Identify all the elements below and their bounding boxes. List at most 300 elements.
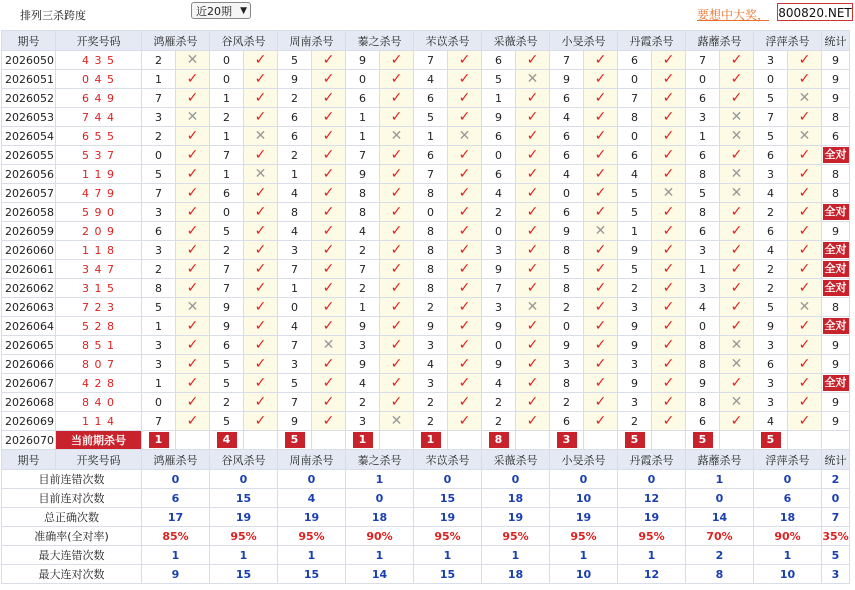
cross-icon: ✕ xyxy=(730,356,743,372)
check-icon: ✓ xyxy=(526,375,539,391)
kill-number-cell: 7 xyxy=(618,89,652,108)
draw-number-cell: 5 9 0 xyxy=(56,203,142,222)
check-icon: ✓ xyxy=(798,147,811,163)
result-cell xyxy=(788,222,822,241)
stats-value: 19 xyxy=(278,508,346,527)
kill-number-cell: 0 xyxy=(550,317,584,336)
result-cell xyxy=(516,165,550,184)
result-cell xyxy=(516,393,550,412)
current-kill-cell xyxy=(210,431,244,450)
kill-number-cell: 2 xyxy=(754,279,788,298)
stats-value: 19 xyxy=(618,508,686,527)
result-cell xyxy=(448,51,482,70)
table-row xyxy=(2,298,850,317)
result-cell xyxy=(652,70,686,89)
kill-number-cell: 7 xyxy=(278,260,312,279)
chevron-down-icon: ▼ xyxy=(240,6,247,16)
current-kill-badge: 1 xyxy=(421,432,441,448)
kill-number-cell: 5 xyxy=(210,222,244,241)
column-header: 浮萍杀号 xyxy=(754,31,822,51)
draw-number-cell: 3 4 7 xyxy=(56,260,142,279)
kill-number-cell: 3 xyxy=(482,241,516,260)
kill-number-cell: 3 xyxy=(550,355,584,374)
check-icon: ✓ xyxy=(322,223,335,239)
kill-number-cell: 6 xyxy=(482,127,516,146)
check-icon: ✓ xyxy=(458,90,471,106)
cross-icon: ✕ xyxy=(526,299,539,315)
check-icon: ✓ xyxy=(322,318,335,334)
check-icon: ✓ xyxy=(322,204,335,220)
column-header: 蕗蘼杀号 xyxy=(686,31,754,51)
result-cell xyxy=(244,317,278,336)
check-icon: ✓ xyxy=(254,223,267,239)
check-icon: ✓ xyxy=(322,299,335,315)
check-icon: ✓ xyxy=(662,261,675,277)
stats-value: 0 xyxy=(210,470,278,489)
draw-number-cell: 4 2 8 xyxy=(56,374,142,393)
check-icon: ✓ xyxy=(798,356,811,372)
kill-number-cell: 8 xyxy=(550,279,584,298)
kill-number-cell: 6 xyxy=(278,108,312,127)
stats-value: 18 xyxy=(482,565,550,584)
result-cell xyxy=(584,222,618,241)
check-icon: ✓ xyxy=(526,109,539,125)
result-cell xyxy=(584,146,618,165)
current-kill-cell xyxy=(618,431,652,450)
result-cell xyxy=(244,393,278,412)
result-cell xyxy=(244,203,278,222)
kill-number-cell: 3 xyxy=(142,108,176,127)
draw-number-cell: 4 7 9 xyxy=(56,184,142,203)
kill-number-cell: 0 xyxy=(686,317,720,336)
stats-value: 1 xyxy=(686,470,754,489)
result-cell xyxy=(652,165,686,184)
kill-number-cell: 3 xyxy=(278,241,312,260)
kill-number-cell: 4 xyxy=(346,222,380,241)
draw-number-cell: 8 0 7 xyxy=(56,355,142,374)
result-cell xyxy=(176,184,210,203)
kill-number-cell: 3 xyxy=(754,374,788,393)
result-cell xyxy=(516,127,550,146)
check-icon: ✓ xyxy=(254,280,267,296)
kill-number-cell: 5 xyxy=(482,70,516,89)
kill-number-cell: 0 xyxy=(210,51,244,70)
check-icon: ✓ xyxy=(322,261,335,277)
kill-number-cell: 0 xyxy=(482,222,516,241)
current-kill-cell xyxy=(550,431,584,450)
result-cell xyxy=(448,203,482,222)
result-cell xyxy=(312,374,346,393)
result-cell xyxy=(312,70,346,89)
kill-number-cell: 5 xyxy=(618,203,652,222)
check-icon: ✓ xyxy=(730,261,743,277)
cross-icon: ✕ xyxy=(186,109,199,125)
result-cell xyxy=(652,393,686,412)
kill-number-cell: 3 xyxy=(142,203,176,222)
period-cell: 2026053 xyxy=(2,108,56,127)
kill-number-cell: 8 xyxy=(414,241,448,260)
check-icon: ✓ xyxy=(798,204,811,220)
result-cell xyxy=(788,298,822,317)
kill-number-cell: 8 xyxy=(414,279,448,298)
stats-value: 4 xyxy=(278,489,346,508)
kill-number-cell: 4 xyxy=(278,317,312,336)
kill-number-cell: 7 xyxy=(482,279,516,298)
result-cell xyxy=(380,393,414,412)
check-icon: ✓ xyxy=(594,90,607,106)
check-icon: ✓ xyxy=(662,242,675,258)
result-cell xyxy=(516,89,550,108)
check-icon: ✓ xyxy=(186,185,199,201)
result-cell xyxy=(244,241,278,260)
check-icon: ✓ xyxy=(186,128,199,144)
check-icon: ✓ xyxy=(254,204,267,220)
kill-number-cell: 6 xyxy=(346,89,380,108)
column-header: 采薇杀号 xyxy=(482,450,550,470)
stats-row xyxy=(2,508,850,527)
draw-number-cell: 2 0 9 xyxy=(56,222,142,241)
stats-value: 90% xyxy=(346,527,414,546)
check-icon: ✓ xyxy=(186,242,199,258)
check-icon: ✓ xyxy=(526,185,539,201)
cross-icon: ✕ xyxy=(730,109,743,125)
range-select[interactable] xyxy=(191,2,251,19)
check-icon: ✓ xyxy=(186,223,199,239)
result-cell xyxy=(584,298,618,317)
draw-number-cell: 5 3 7 xyxy=(56,146,142,165)
stats-value: 90% xyxy=(754,527,822,546)
current-kill-badge: 5 xyxy=(693,432,713,448)
check-icon: ✓ xyxy=(254,185,267,201)
result-cell xyxy=(516,260,550,279)
kill-number-cell: 3 xyxy=(754,51,788,70)
stats-value: 9 xyxy=(142,565,210,584)
all-correct-cell xyxy=(822,317,850,336)
result-cell xyxy=(176,298,210,317)
kill-number-cell: 2 xyxy=(482,412,516,431)
result-cell xyxy=(788,146,822,165)
stats-value: 0 xyxy=(142,470,210,489)
kill-number-cell: 8 xyxy=(686,203,720,222)
result-cell xyxy=(244,89,278,108)
column-header: 芣苡杀号 xyxy=(414,450,482,470)
kill-number-cell: 0 xyxy=(210,70,244,89)
count-cell: 6 xyxy=(822,127,850,146)
check-icon: ✓ xyxy=(322,185,335,201)
period-cell: 2026068 xyxy=(2,393,56,412)
draw-number-cell: 1 1 4 xyxy=(56,412,142,431)
check-icon: ✓ xyxy=(390,337,403,353)
column-header: 统计 xyxy=(822,450,850,470)
kill-number-cell: 5 xyxy=(754,298,788,317)
kill-number-cell: 8 xyxy=(686,165,720,184)
stats-value: 95% xyxy=(618,527,686,546)
check-icon: ✓ xyxy=(730,147,743,163)
kill-number-cell: 3 xyxy=(482,298,516,317)
kill-number-cell: 2 xyxy=(142,127,176,146)
kill-number-cell: 9 xyxy=(346,165,380,184)
check-icon: ✓ xyxy=(322,375,335,391)
count-cell: 9 xyxy=(822,89,850,108)
result-cell xyxy=(652,260,686,279)
kill-number-cell: 9 xyxy=(346,51,380,70)
check-icon: ✓ xyxy=(186,261,199,277)
check-icon: ✓ xyxy=(254,375,267,391)
result-cell xyxy=(176,89,210,108)
check-icon: ✓ xyxy=(390,394,403,410)
check-icon: ✓ xyxy=(458,394,471,410)
table-row xyxy=(2,203,850,222)
check-icon: ✓ xyxy=(254,71,267,87)
kill-number-cell: 6 xyxy=(482,165,516,184)
table-row xyxy=(2,374,850,393)
result-cell xyxy=(448,108,482,127)
kill-number-cell: 2 xyxy=(550,393,584,412)
kill-number-cell: 6 xyxy=(278,127,312,146)
result-cell xyxy=(584,279,618,298)
check-icon: ✓ xyxy=(390,242,403,258)
site-logo: 800820.NET xyxy=(777,3,853,21)
check-icon: ✓ xyxy=(458,375,471,391)
kill-number-cell: 9 xyxy=(278,70,312,89)
kill-number-cell: 0 xyxy=(618,127,652,146)
result-cell xyxy=(176,165,210,184)
check-icon: ✓ xyxy=(322,90,335,106)
all-correct-badge: 全对 xyxy=(824,243,847,256)
kill-number-cell: 9 xyxy=(618,336,652,355)
check-icon: ✓ xyxy=(662,299,675,315)
stats-value: 10 xyxy=(550,565,618,584)
stats-value: 70% xyxy=(686,527,754,546)
result-cell xyxy=(516,374,550,393)
draw-number-cell: 6 5 5 xyxy=(56,127,142,146)
result-cell xyxy=(584,317,618,336)
column-header: 丹霞杀号 xyxy=(618,31,686,51)
kill-number-cell: 1 xyxy=(346,127,380,146)
promo-link[interactable]: 要想中大奖， xyxy=(697,8,770,22)
result-cell xyxy=(448,146,482,165)
stats-value: 0 xyxy=(346,489,414,508)
kill-number-cell: 9 xyxy=(618,317,652,336)
period-cell: 2026067 xyxy=(2,374,56,393)
result-cell xyxy=(788,89,822,108)
cross-icon: ✕ xyxy=(254,128,267,144)
stats-label: 准确率(全对率) xyxy=(2,527,142,546)
check-icon: ✓ xyxy=(254,318,267,334)
kill-number-cell: 8 xyxy=(414,222,448,241)
check-icon: ✓ xyxy=(322,52,335,68)
check-icon: ✓ xyxy=(594,166,607,182)
check-icon: ✓ xyxy=(186,337,199,353)
kill-number-cell: 6 xyxy=(686,222,720,241)
empty-cell xyxy=(516,431,550,450)
result-cell xyxy=(448,165,482,184)
column-header: 期号 xyxy=(2,31,56,51)
current-kill-cell xyxy=(414,431,448,450)
result-cell xyxy=(380,184,414,203)
check-icon: ✓ xyxy=(322,413,335,429)
check-icon: ✓ xyxy=(594,109,607,125)
result-cell xyxy=(788,184,822,203)
kill-number-cell: 7 xyxy=(278,393,312,412)
stats-label: 目前连对次数 xyxy=(2,489,142,508)
result-cell xyxy=(312,260,346,279)
cross-icon: ✕ xyxy=(594,223,607,239)
current-kill-cell xyxy=(482,431,516,450)
kill-table xyxy=(1,30,850,584)
kill-number-cell: 5 xyxy=(754,89,788,108)
result-cell xyxy=(176,317,210,336)
stats-row xyxy=(2,527,850,546)
draw-number-cell: 1 1 8 xyxy=(56,241,142,260)
result-cell xyxy=(652,146,686,165)
stats-label: 最大连对次数 xyxy=(2,565,142,584)
check-icon: ✓ xyxy=(458,261,471,277)
draw-number-cell: 0 4 5 xyxy=(56,70,142,89)
stats-value: 95% xyxy=(550,527,618,546)
kill-number-cell: 4 xyxy=(414,70,448,89)
table-row xyxy=(2,70,850,89)
result-cell xyxy=(788,70,822,89)
result-cell xyxy=(176,222,210,241)
check-icon: ✓ xyxy=(798,242,811,258)
result-cell xyxy=(584,393,618,412)
kill-number-cell: 9 xyxy=(210,298,244,317)
kill-number-cell: 3 xyxy=(414,336,448,355)
kill-number-cell: 1 xyxy=(278,165,312,184)
stats-value: 35% xyxy=(822,527,850,546)
draw-number-cell: 6 4 9 xyxy=(56,89,142,108)
result-cell xyxy=(788,241,822,260)
kill-number-cell: 7 xyxy=(346,146,380,165)
kill-number-cell: 7 xyxy=(142,89,176,108)
result-cell xyxy=(788,279,822,298)
result-cell xyxy=(720,412,754,431)
result-cell xyxy=(516,336,550,355)
kill-number-cell: 1 xyxy=(210,165,244,184)
kill-number-cell: 2 xyxy=(278,146,312,165)
result-cell xyxy=(176,127,210,146)
kill-number-cell: 0 xyxy=(482,336,516,355)
column-header: 开奖号码 xyxy=(56,450,142,470)
column-header: 蓁之杀号 xyxy=(346,31,414,51)
result-cell xyxy=(380,374,414,393)
result-cell xyxy=(516,222,550,241)
result-cell xyxy=(380,222,414,241)
count-cell: 8 xyxy=(822,298,850,317)
current-kill-cell xyxy=(278,431,312,450)
kill-number-cell: 5 xyxy=(142,298,176,317)
result-cell xyxy=(516,184,550,203)
kill-number-cell: 1 xyxy=(142,374,176,393)
kill-number-cell: 9 xyxy=(278,412,312,431)
result-cell xyxy=(380,127,414,146)
cross-icon: ✕ xyxy=(254,166,267,182)
result-cell xyxy=(380,51,414,70)
kill-number-cell: 7 xyxy=(754,108,788,127)
result-cell xyxy=(720,279,754,298)
result-cell xyxy=(652,222,686,241)
period-cell: 2026054 xyxy=(2,127,56,146)
draw-number-cell: 8 5 1 xyxy=(56,336,142,355)
check-icon: ✓ xyxy=(662,375,675,391)
period-cell: 2026050 xyxy=(2,51,56,70)
stats-value: 85% xyxy=(142,527,210,546)
check-icon: ✓ xyxy=(186,413,199,429)
kill-number-cell: 9 xyxy=(686,374,720,393)
result-cell xyxy=(584,355,618,374)
kill-number-cell: 3 xyxy=(414,374,448,393)
all-correct-badge: 全对 xyxy=(824,376,847,389)
result-cell xyxy=(720,374,754,393)
result-cell xyxy=(652,336,686,355)
count-cell: 9 xyxy=(822,336,850,355)
stats-value: 2 xyxy=(822,470,850,489)
draw-number-cell: 7 2 3 xyxy=(56,298,142,317)
check-icon: ✓ xyxy=(458,185,471,201)
kill-number-cell: 2 xyxy=(414,393,448,412)
empty-cell xyxy=(312,431,346,450)
check-icon: ✓ xyxy=(730,204,743,220)
kill-number-cell: 2 xyxy=(414,298,448,317)
stats-row xyxy=(2,470,850,489)
stats-value: 2 xyxy=(686,546,754,565)
check-icon: ✓ xyxy=(458,413,471,429)
result-cell xyxy=(312,108,346,127)
result-cell xyxy=(312,336,346,355)
kill-number-cell: 3 xyxy=(346,412,380,431)
result-cell xyxy=(244,412,278,431)
result-cell xyxy=(652,374,686,393)
result-cell xyxy=(448,355,482,374)
kill-number-cell: 1 xyxy=(482,89,516,108)
kill-number-cell: 9 xyxy=(346,355,380,374)
result-cell xyxy=(516,241,550,260)
table-row xyxy=(2,412,850,431)
stats-value: 17 xyxy=(142,508,210,527)
result-cell xyxy=(788,51,822,70)
stats-value: 0 xyxy=(278,470,346,489)
check-icon: ✓ xyxy=(458,223,471,239)
check-icon: ✓ xyxy=(390,356,403,372)
kill-number-cell: 7 xyxy=(142,184,176,203)
cross-icon: ✕ xyxy=(390,413,403,429)
period-cell: 2026051 xyxy=(2,70,56,89)
check-icon: ✓ xyxy=(186,90,199,106)
count-cell: 9 xyxy=(822,70,850,89)
result-cell xyxy=(176,355,210,374)
check-icon: ✓ xyxy=(322,128,335,144)
kill-number-cell: 2 xyxy=(414,412,448,431)
kill-number-cell: 1 xyxy=(414,127,448,146)
kill-number-cell: 2 xyxy=(550,298,584,317)
stats-label: 总正确次数 xyxy=(2,508,142,527)
result-cell xyxy=(788,355,822,374)
check-icon: ✓ xyxy=(594,261,607,277)
kill-number-cell: 2 xyxy=(210,108,244,127)
stats-value: 19 xyxy=(414,508,482,527)
kill-number-cell: 0 xyxy=(142,393,176,412)
result-cell xyxy=(176,241,210,260)
kill-number-cell: 3 xyxy=(754,393,788,412)
stats-value: 0 xyxy=(482,470,550,489)
current-kill-badge: 5 xyxy=(285,432,305,448)
result-cell xyxy=(720,260,754,279)
result-cell xyxy=(720,298,754,317)
check-icon: ✓ xyxy=(662,128,675,144)
check-icon: ✓ xyxy=(390,375,403,391)
result-cell xyxy=(720,89,754,108)
